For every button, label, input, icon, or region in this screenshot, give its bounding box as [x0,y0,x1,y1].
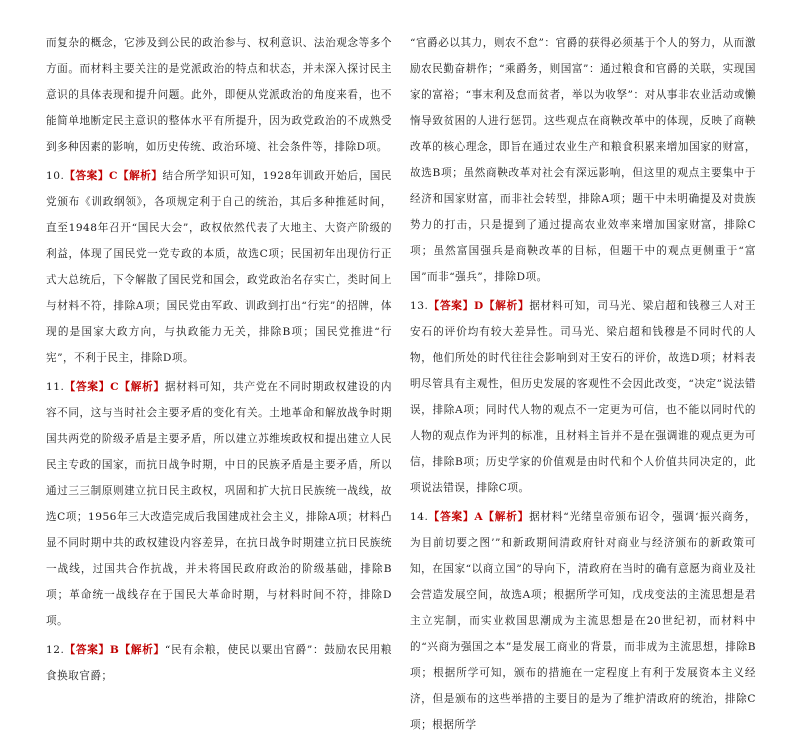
answer-letter: D [474,300,484,312]
analysis-text: “民有余粮，使民以粟出官爵”：鼓励农民用粮食换取官爵； [46,644,393,682]
answer-tag: 【答案】 [428,300,474,312]
analysis-tag: 【解析】 [483,511,530,523]
answer-12 [46,637,392,689]
answer-11 [46,374,392,634]
analysis-tag: 【解析】 [483,300,530,312]
analysis-text: 据材料可知，司马光、梁启超和钱穆三人对王安石的评价均有较大差异性。司马光、梁启超和钱穆是不同时代的人物，他们所处的时代往往会影响到对王安石的评价，故选D项；材料表明尽管具有主观性，但历史发展的客观性不会因此改变，“决定”说法错误，排除A项；同时代人物的观点不一定更为可信，也不能以同时代的人物的观点作为评判的标准，且材料主旨并不是在强调谁的观点更为可信，排除B项；历史学家的价值观是由时代和个人价值共同决定的，此项说法错误，排除C项。 [410,300,757,494]
left-column [38,30,393,682]
answer-letter: B [109,644,120,656]
answer-letter: C [110,381,120,393]
question-number: 12. [46,644,65,656]
answer-13 [410,293,756,501]
question-number: 10. [46,170,65,182]
answer-14 [410,504,756,738]
analysis-text: 据材料“光绪皇帝颁布诏令，强调‘振兴商务，为目前切要之图’”和新政期间清政府针对商业与经济颁布的新政策可知，在国家“以商立国”的导向下，清政府在当时的确有意愿为商业及社会营造发展空间，故选A项；根据所学可知，戊戌变法的主流思想是君主立宪制，而实业救国思潮成为主流思想是在20世纪初，而材料中的“兴商为强国之本”是发展工商业的背景，而非成为主流思想，排除B项；根据所学可知，颁布的措施在一定程度上有利于发展资本主义经济，但是颁布的这些举措的主要目的是为了维护清政府的统治，排除C项；根据所学 [410,511,757,731]
analysis-tag: 【解析】 [119,644,165,656]
right-column [410,30,757,731]
answer-letter: C [108,170,118,182]
left-intro-paragraph: 而复杂的概念，它涉及到公民的政治参与、权利意识、法治观念等多个方面。而材料主要关注的是党派政治的特点和状态，并未深入探讨民主意识的具体表现和提升问题。此外，即便从党派政治的角度来看，也不能简单地断定民主意识的整体水平有所提升，因为政党政治的不成熟受到多种因素的影响，如历史传统、政治环境、社会条件等，排除D项。 [46,37,392,153]
answer-10 [46,163,392,371]
answer-letter: A [474,511,484,523]
question-number: 11. [46,381,65,393]
analysis-tag: 【解析】 [119,381,165,393]
answer-tag: 【答案】 [64,644,110,656]
question-number: 13. [410,300,429,312]
answer-tag: 【答案】 [64,381,111,393]
answer-tag: 【答案】 [428,511,475,523]
question-number: 14. [410,511,429,523]
analysis-text: 据材料可知，共产党在不同时期政权建设的内容不同，这与当时社会主要矛盾的变化有关。土地革命和解放战争时期国共两党的阶级矛盾是主要矛盾，所以建立苏维埃政权和提出建立人民民主专政的国家，而抗日战争时期，中日的民族矛盾是主要矛盾，所以通过三三制原则建立抗日民主政权，巩固和扩大抗日民族统一战线，故选C项；1956年三大改造完成后我国建成社会主义，排除A项；材料凸显不同时期中共的政权建设内容差异，在抗日战争时期建立抗日民族统一战线，过国共合作抗战，并未将国民政府政治的阶级基础，排除B项；革命统一战线存在于国民大革命时期，与材料时间不符，排除D项。 [46,381,393,627]
answer-tag: 【答案】 [64,170,109,182]
right-continuation-paragraph: “官爵必以其力，则农不怠”：官爵的获得必须基于个人的努力，从而激励农民勤奋耕作；“乘爵务，则国富”：通过粮食和官爵的关联，实现国家的富裕；“事末利及怠而贫者，举以为收孥”：对从事非农业活动或懒惰导致贫困的人进行惩罚。这些观点在商鞅改革中的体现，反映了商鞅改革的核心理念，即旨在通过农业生产和粮食积累来增加国家的财富，故选B项；虽然商鞅改革对社会有深远影响，但这里的观点主要集中于经济和国家财富，而非社会转型，排除A项；题干中未明确提及对贵族势力的打击，只是提到了通过提高农业效率来增加国家财富，排除C项；虽然富国强兵是商鞅改革的目标，但题干中的观点更侧重于“富国”而非“强兵”，排除D项。 [410,37,756,283]
analysis-text: 结合所学知识可知，1928年训政开始后，国民党颁布《训政纲领》，各项规定利于自己的统治，其后多种推延时间，直至1948年召开“国民大会”，政权依然代表了大地主、大资产阶级的利益，体现了国民党一党专政的本质，故选C项；民国初年出现仿行正式大总统后，下令解散了国民党和国会，政党政治名存实亡，类时间上与材料不符，排除A项；国民党由军政、训政到打出“行宪”的招牌，体现的是国家大政方向，与执政能力无关，排除B项；国民党推进“行宪”，不利于民主，排除D项。 [46,170,392,364]
analysis-tag: 【解析】 [117,170,163,182]
